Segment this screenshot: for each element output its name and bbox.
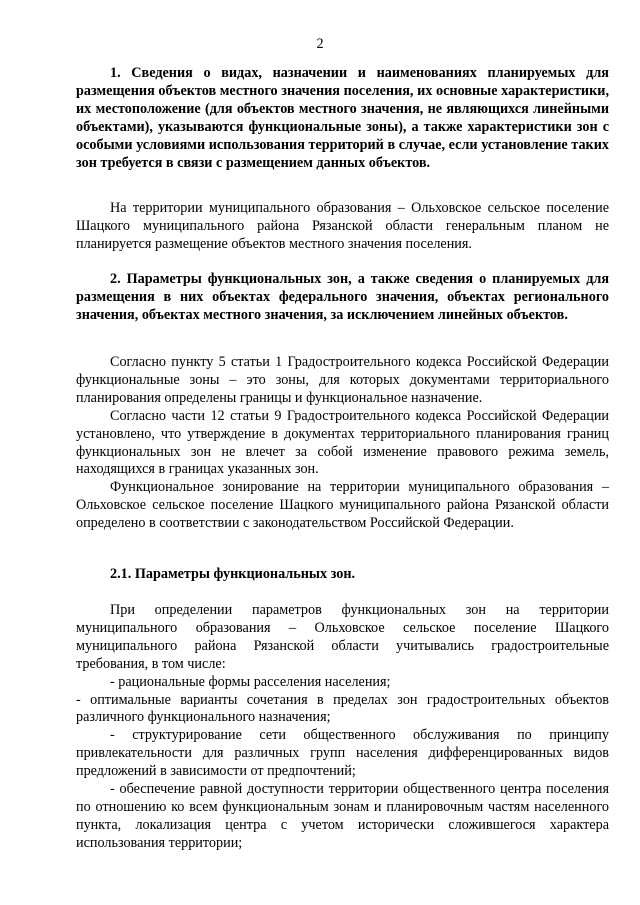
section-2-paragraph: Согласно пункту 5 статьи 1 Градостроительного кодекса Российской Федерации функциональные зоны – это зоны, для которых документами территориального планирования определены границы и функциональное назначение. [76, 354, 609, 406]
section-2-body [76, 354, 609, 533]
list-item: - рациональные формы расселения населения; [110, 673, 391, 690]
list-item: - обеспечение равной доступности территории общественного центра поселения по отношению ко всем функциональным зонам и планировочным частям населенного пункта, локализация центра с учетом исторически сложившегося характера использования территории; [76, 781, 609, 851]
page-number: 2 [316, 36, 324, 52]
list-item: - оптимальные варианты сочетания в пределах зон градостроительных объектов различного функционального назначения; [76, 691, 609, 726]
section-1-heading: 1. Сведения о видах, назначении и наименованиях планируемых для размещения объектов местного значения поселения, их основные характеристики, их местоположение (для объектов местного значения, не являющихся линейными объектами), указываются функциональные зоны), а также характеристики зон с особыми условиями использования территорий в случае, если установление таких зон требуется в связи с размещением данных объектов. [76, 65, 609, 171]
section-1-paragraph: На территории муниципального образования – Ольховское сельское поселение Шацкого муниципального района Рязанской области генеральным планом не планируется размещение объектов местного значения поселения. [76, 200, 609, 252]
section-2-1-intro: При определении параметров функциональных зон на территории муниципального образования – Ольховское сельское поселение Шацкого муниципального района Рязанской области учитывались градостроительные требования, в том числе: [76, 602, 609, 672]
section-2-paragraph: Согласно части 12 статьи 9 Градостроительного кодекса Российской Федерации установлено, что утверждение в документах территориального планирования границ функциональных зон не влечет за собой изменение правового режима земель, находящихся в границах указанных зон. [76, 407, 609, 478]
section-2-1-heading: 2.1. Параметры функциональных зон. [110, 566, 356, 582]
section-2-heading: 2. Параметры функциональных зон, а также сведения о планируемых для размещения в них объектах федерального значения, объектах регионального значения, объектах местного значения, за исключением линейных объектов. [76, 271, 609, 323]
section-2-1-body [76, 602, 609, 853]
list-item: - структурирование сети общественного обслуживания по принципу привлекательности для различных групп населения дифференцированных видов предложений в зависимости от предпочтений; [76, 727, 609, 780]
section-2-paragraph: Функциональное зонирование на территории муниципального образования – Ольховское сельское поселение Шацкого муниципального района Рязанской области определено в соответствии с законодательством Российской Федерации. [76, 479, 609, 532]
